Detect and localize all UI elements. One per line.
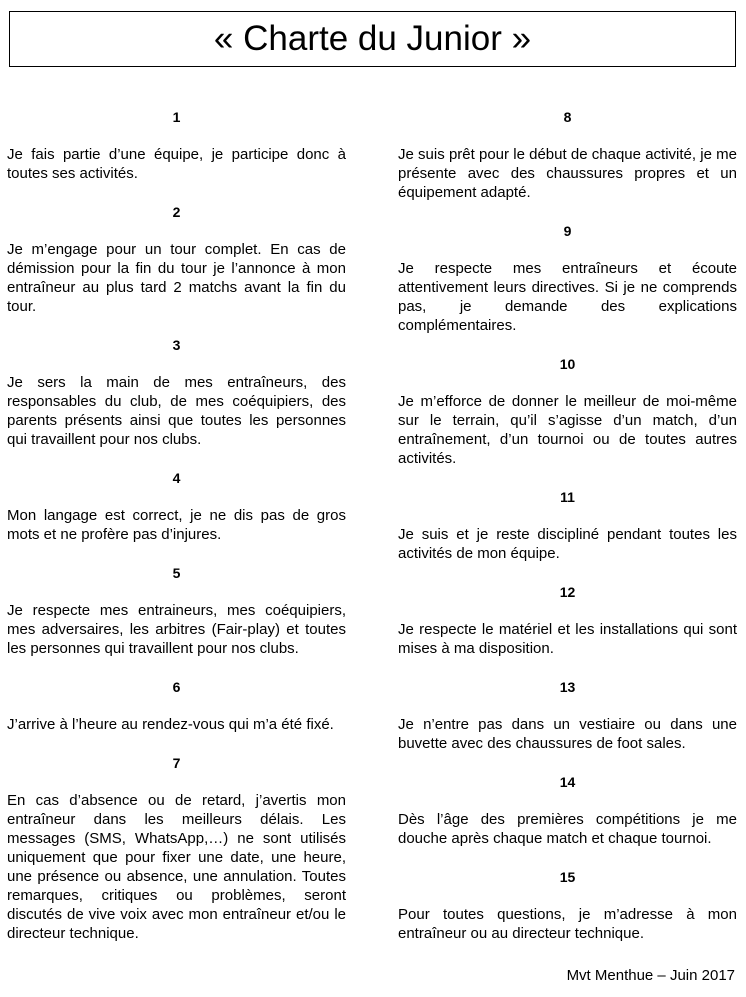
- rule-text: Je respecte mes entraîneurs et écoute attentivement leurs directives. Si je ne comprends pas, je demande des explications complémentaires.: [398, 260, 737, 334]
- rule-item: [7, 108, 346, 183]
- rule-item: [7, 754, 346, 943]
- rule-item: [398, 868, 737, 943]
- rule-number: 1: [172, 109, 181, 125]
- rule-number: 8: [563, 109, 572, 125]
- rule-item: [7, 203, 346, 316]
- title-box: [9, 11, 736, 67]
- rule-text: Je m’efforce de donner le meilleur de moi-même sur le terrain, qu’il s’agisse d’un match, d’un entraînement, d’un tournoi ou de toutes autres activités.: [398, 393, 737, 467]
- rule-text: Pour toutes questions, je m’adresse à mon entraîneur ou au directeur technique.: [398, 906, 737, 942]
- rule-number: 5: [172, 565, 181, 581]
- rules-column-right: [398, 108, 737, 943]
- rule-item: [398, 108, 737, 202]
- rule-number: 11: [560, 489, 575, 505]
- rule-text: Je fais partie d’une équipe, je participe donc à toutes ses activités.: [7, 146, 346, 182]
- rule-number: 2: [172, 204, 181, 220]
- rule-item: [398, 678, 737, 753]
- rule-number: 9: [563, 223, 572, 239]
- rule-text: J’arrive à l’heure au rendez-vous qui m’a été fixé.: [7, 716, 334, 733]
- rule-text: Je suis et je reste discipliné pendant toutes les activités de mon équipe.: [398, 526, 737, 562]
- rule-text: Je respecte mes entraineurs, mes coéquipiers, mes adversaires, les arbitres (Fair-play) et toutes les personnes qui travaillent pour nos clubs.: [7, 602, 346, 657]
- rules-column-left: [7, 108, 346, 943]
- rule-item: [7, 678, 346, 734]
- rule-number: 3: [172, 337, 181, 353]
- rule-number: 13: [559, 679, 576, 695]
- rule-text: Mon langage est correct, je ne dis pas de gros mots et ne profère pas d’injures.: [7, 507, 346, 543]
- rule-number: 6: [172, 679, 181, 695]
- rule-number: 15: [559, 869, 576, 885]
- rule-item: [398, 583, 737, 658]
- footer-credit: Mvt Menthue – Juin 2017: [566, 967, 735, 984]
- rule-text: Je n’entre pas dans un vestiaire ou dans une buvette avec des chaussures de foot sales.: [398, 716, 737, 752]
- rule-text: Je suis prêt pour le début de chaque activité, je me présente avec des chaussures propres et un équipement adapté.: [398, 146, 737, 201]
- rule-item: [398, 773, 737, 848]
- rule-item: [398, 222, 737, 335]
- rule-item: [7, 564, 346, 658]
- rule-number: 14: [559, 774, 576, 790]
- rule-text: Je respecte le matériel et les installations qui sont mises à ma disposition.: [398, 621, 737, 657]
- rule-number: 7: [172, 755, 181, 771]
- page-title: « Charte du Junior »: [213, 19, 532, 58]
- rule-text: Je m’engage pour un tour complet. En cas de démission pour la fin du tour je l’annonce à mon entraîneur au plus tard 2 matchs avant la fin du tour.: [7, 241, 346, 315]
- rule-number: 4: [172, 470, 181, 486]
- rule-number: 12: [559, 584, 576, 600]
- rule-item: [398, 355, 737, 468]
- rule-text: Dès l’âge des premières compétitions je me douche après chaque match et chaque tournoi.: [398, 811, 737, 847]
- rule-item: [7, 336, 346, 449]
- rule-number: 10: [559, 356, 576, 372]
- rule-item: [398, 488, 737, 563]
- rule-text: En cas d’absence ou de retard, j’avertis mon entraîneur dans les meilleurs délais. Les messages (SMS, WhatsApp,…) ne sont utilisés uniquement que pour fixer une date, une heure, une présence ou absence, une annulation. Toutes remarques, critiques ou problèmes, seront discutés de vive voix avec mon entraîneur et/ou le directeur technique.: [7, 792, 346, 942]
- rule-item: [7, 469, 346, 544]
- rule-text: Je sers la main de mes entraîneurs, des responsables du club, de mes coéquipiers, des parents présents ainsi que toutes les personnes qui travaillent pour nos clubs.: [7, 374, 346, 448]
